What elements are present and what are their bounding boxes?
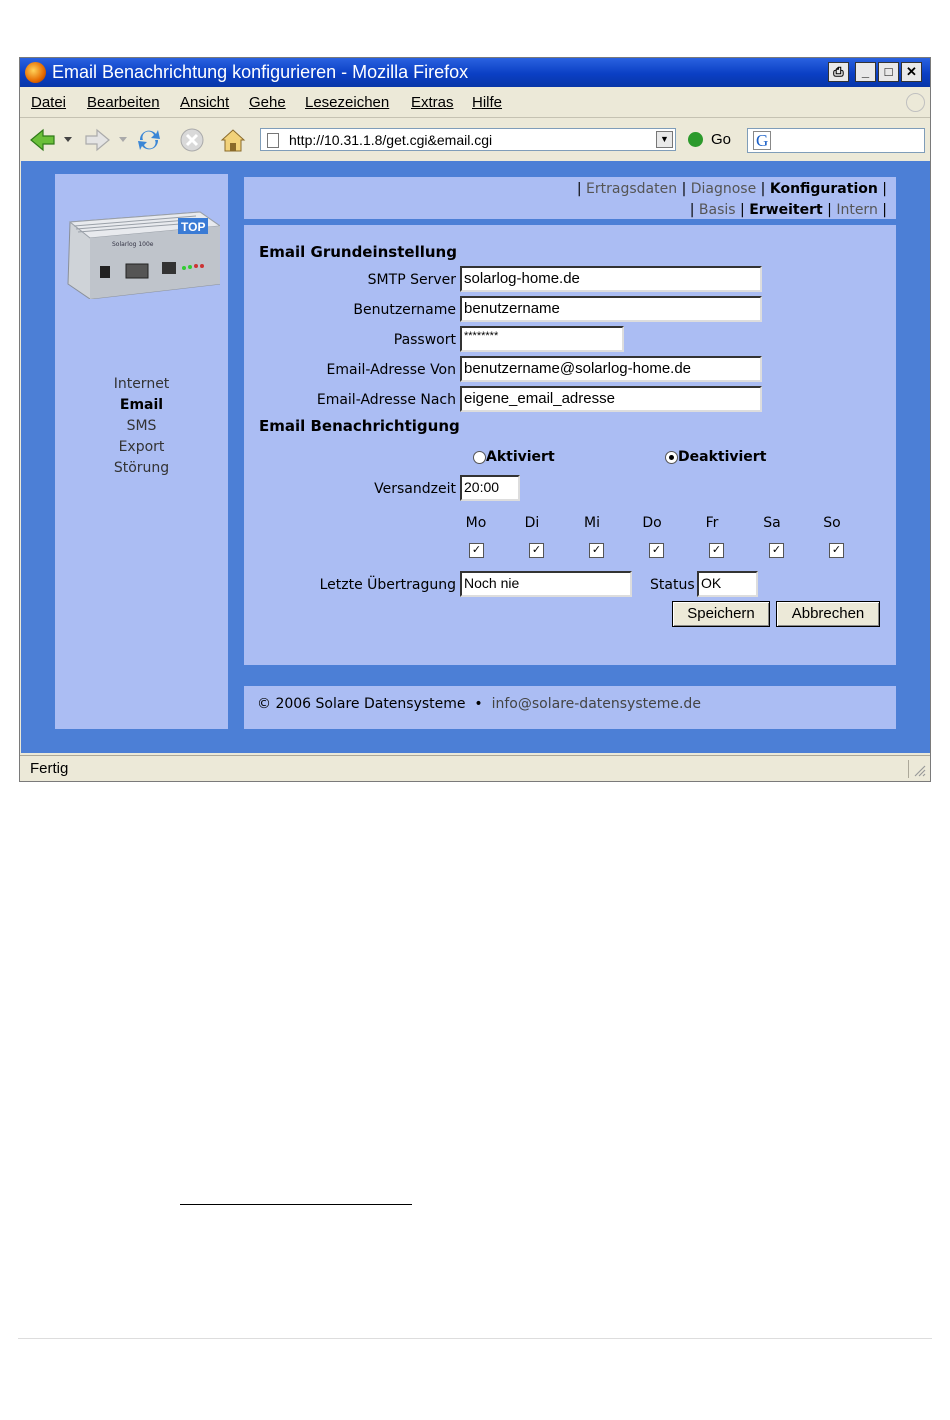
contact-email-link[interactable]: info@solare-datensysteme.de xyxy=(491,696,701,712)
go-button[interactable]: Go xyxy=(688,131,731,148)
smtp-input[interactable]: solarlog-home.de xyxy=(460,266,762,292)
page-content xyxy=(21,161,930,753)
page-bottom-rule xyxy=(18,1338,932,1339)
reload-icon[interactable] xyxy=(134,126,164,154)
device-label: Solarlog 100e xyxy=(112,241,154,248)
url-text: http://10.31.1.8/get.cgi&email.cgi xyxy=(289,132,493,148)
url-bar[interactable] xyxy=(260,128,676,151)
back-dropdown-icon[interactable] xyxy=(64,137,72,143)
forward-dropdown-icon[interactable] xyxy=(119,137,127,143)
day-label-mi: Mi xyxy=(584,515,600,531)
browser-window xyxy=(19,57,931,782)
username-label: Benutzername xyxy=(353,302,456,318)
status-text: Fertig xyxy=(30,760,69,777)
sidebar-item-email[interactable]: Email xyxy=(119,397,164,413)
cancel-button[interactable]: Abbrechen xyxy=(776,601,880,627)
copyright-text: © 2006 Solare Datensysteme xyxy=(257,696,466,712)
forward-icon[interactable] xyxy=(82,126,112,154)
day-label-di: Di xyxy=(524,515,540,531)
checkbox-sa[interactable]: ✓ xyxy=(769,543,784,558)
home-icon[interactable] xyxy=(218,126,248,154)
close-button[interactable]: ✕ xyxy=(901,62,922,82)
day-label-do: Do xyxy=(642,515,662,531)
firefox-icon xyxy=(25,62,46,83)
checkbox-fr[interactable]: ✓ xyxy=(709,543,724,558)
menu-extras[interactable]: Extras xyxy=(411,94,454,111)
username-input[interactable]: benutzername xyxy=(460,296,762,322)
radio-activated-circle[interactable] xyxy=(473,451,486,464)
menu-bearbeiten[interactable]: Bearbeiten xyxy=(87,94,160,111)
nav-basis[interactable]: Basis xyxy=(698,202,736,218)
email-settings-form: Email Grundeinstellung SMTP Server solarlog-home.de Benutzername benutzername Passwort ******** Email-Adresse Von benutzername@solarlog-home.de Email-Adresse Nach eigene_email_adresse Email Benachrichtigung Aktiviert Deaktiviert Versandzeit 20:00 Mo Di Mi Do Fr Sa So ✓ ✓ ✓ ✓ ✓ ✓ ✓ Letzte Übertragung Noch nie Status OK Speichern Abbrechen xyxy=(244,225,896,665)
sidebar xyxy=(55,174,228,729)
sidebar-item-sms[interactable]: SMS xyxy=(126,418,157,434)
password-input[interactable]: ******** xyxy=(460,326,624,352)
to-address-label: Email-Adresse Nach xyxy=(316,392,456,408)
bullet-separator: • xyxy=(469,696,488,712)
radio-deactivated-circle[interactable] xyxy=(665,451,678,464)
smtp-label: SMTP Server xyxy=(367,272,456,288)
nav-ertragsdaten[interactable]: Ertragsdaten xyxy=(586,181,678,197)
checkbox-so[interactable]: ✓ xyxy=(829,543,844,558)
logo-text: TOP xyxy=(181,220,206,234)
checkbox-di[interactable]: ✓ xyxy=(529,543,544,558)
maximize-button[interactable]: □ xyxy=(878,62,899,82)
send-time-input[interactable]: 20:00 xyxy=(460,475,520,501)
radio-activated[interactable]: Aktiviert xyxy=(473,449,555,465)
sidebar-item-internet[interactable]: Internet xyxy=(113,376,170,392)
stop-icon[interactable] xyxy=(177,126,207,154)
day-label-mo: Mo xyxy=(465,515,487,531)
menu-lesezeichen[interactable]: Lesezeichen xyxy=(305,94,390,111)
section-title-basic: Email Grundeinstellung xyxy=(259,243,457,261)
sidebar-item-export[interactable]: Export xyxy=(118,439,165,455)
page-footer xyxy=(244,686,896,729)
to-address-input[interactable]: eigene_email_adresse xyxy=(460,386,762,412)
checkbox-mi[interactable]: ✓ xyxy=(589,543,604,558)
checkbox-do[interactable]: ✓ xyxy=(649,543,664,558)
minimize-button[interactable]: _ xyxy=(855,62,876,82)
resize-grip-icon[interactable] xyxy=(908,760,927,778)
google-icon: G xyxy=(753,131,771,150)
status-bar xyxy=(20,755,930,782)
url-dropdown-icon[interactable]: ▼ xyxy=(656,131,673,148)
window-title: Email Benachrichtung konfigurieren - Mozilla Firefox xyxy=(52,62,469,82)
last-transfer-input[interactable]: Noch nie xyxy=(460,571,632,597)
day-label-so: So xyxy=(823,515,841,531)
from-address-input[interactable]: benutzername@solarlog-home.de xyxy=(460,356,762,382)
day-label-fr: Fr xyxy=(705,515,719,531)
device-image xyxy=(60,204,220,299)
checkbox-mo[interactable]: ✓ xyxy=(469,543,484,558)
day-label-sa: Sa xyxy=(763,515,781,531)
send-time-label: Versandzeit xyxy=(374,481,456,497)
title-bar xyxy=(20,58,930,87)
menu-datei[interactable]: Datei xyxy=(31,94,67,111)
from-address-label: Email-Adresse Von xyxy=(326,362,456,378)
menu-ansicht[interactable]: Ansicht xyxy=(180,94,230,111)
nav-diagnose[interactable]: Diagnose xyxy=(690,181,757,197)
menu-gehe[interactable]: Gehe xyxy=(249,94,286,111)
side-navigation xyxy=(55,374,228,479)
nav-erweitert[interactable]: Erweitert xyxy=(749,202,823,218)
menu-bar xyxy=(20,88,930,116)
status-input[interactable]: OK xyxy=(697,571,758,597)
top-navigation: | Ertragsdaten | Diagnose | Konfiguration | | Basis | Erweitert | Intern | xyxy=(244,177,896,219)
page-icon xyxy=(267,133,279,148)
save-button[interactable]: Speichern xyxy=(672,601,770,627)
throbber-icon xyxy=(906,93,925,112)
back-icon[interactable] xyxy=(28,126,58,154)
radio-deactivated[interactable]: Deaktiviert xyxy=(665,449,766,465)
sidebar-item-stoerung[interactable]: Störung xyxy=(113,460,170,476)
go-icon xyxy=(688,132,703,147)
last-transfer-label: Letzte Übertragung xyxy=(319,577,456,593)
search-box[interactable] xyxy=(747,128,925,153)
menu-hilfe[interactable]: Hilfe xyxy=(472,94,503,111)
footnote-rule xyxy=(180,1204,412,1205)
section-title-notification: Email Benachrichtigung xyxy=(259,417,460,435)
print-icon[interactable]: ⎙ xyxy=(828,62,849,82)
password-label: Passwort xyxy=(393,332,456,348)
nav-intern[interactable]: Intern xyxy=(836,202,878,218)
nav-konfiguration[interactable]: Konfiguration xyxy=(769,181,878,197)
